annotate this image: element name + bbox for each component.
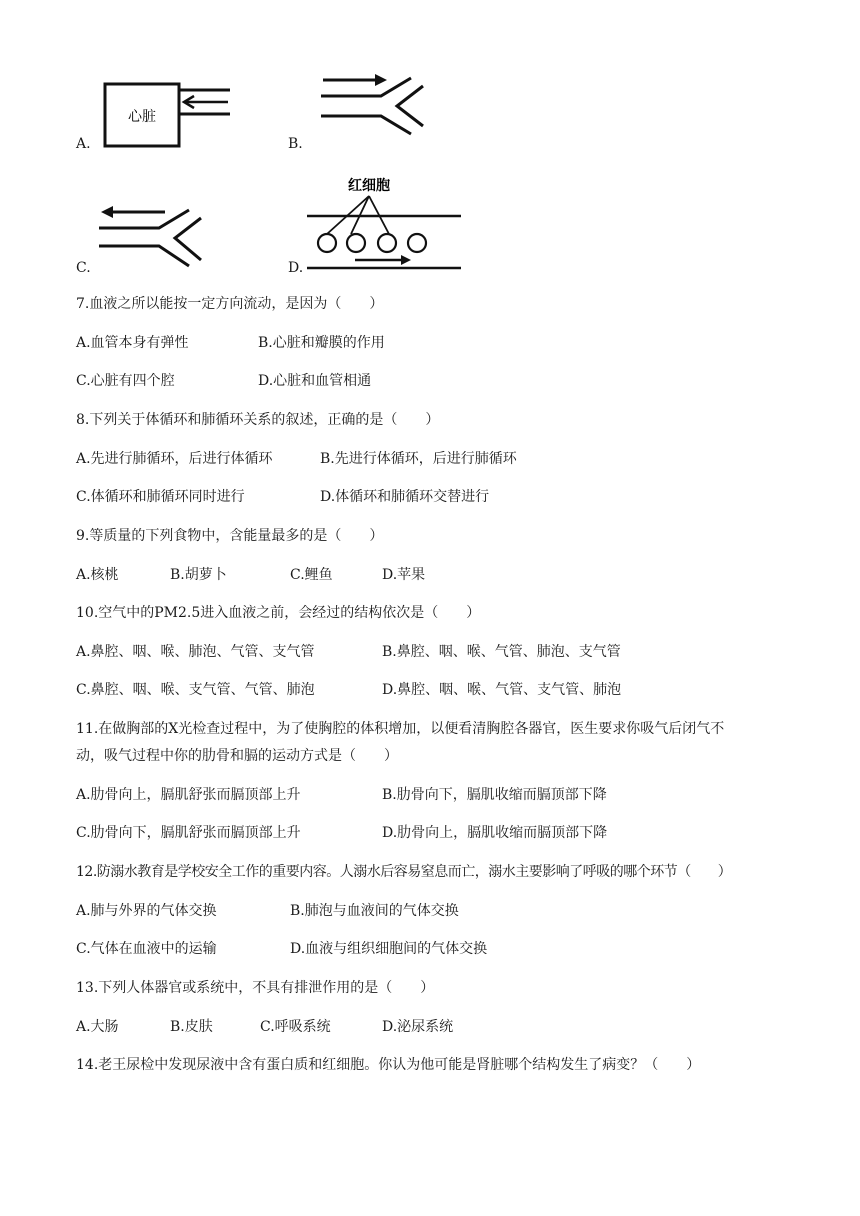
question-13-stem: 13.下列人体器官或系统中，不具有排泄作用的是（ ） [76,980,435,996]
q12-option-b: B.肺泡与血液间的气体交换 [290,903,459,919]
q12-option-d: D.血液与组织细胞间的气体交换 [290,941,488,957]
q13-option-d: D.泌尿系统 [382,1019,454,1035]
figure-b-option: B. [288,136,303,152]
q9-option-b: B.胡萝卜 [170,567,227,583]
q12-option-a: A.肺与外界的气体交换 [76,903,217,919]
question-8-stem: 8.下列关于体循环和肺循环关系的叙述，正确的是（ ） [76,412,440,428]
q10-option-d: D.鼻腔、咽、喉、气管、支气管、肺泡 [382,682,622,698]
q7-option-d: D.心脏和血管相通 [258,373,372,389]
q8-option-a: A.先进行肺循环，后进行体循环 [76,451,273,467]
figure-c-option: C. [76,260,91,276]
q13-option-b: B.皮肤 [170,1019,213,1035]
question-10-stem: 10.空气中的PM2.5进入血液之前，会经过的结构依次是（ ） [76,605,481,621]
question-9-stem: 9.等质量的下列食物中，含能量最多的是（ ） [76,528,384,544]
q11-option-a: A.肋骨向上，膈肌舒张而膈顶部上升 [76,787,301,803]
q13-option-a: A.大肠 [76,1019,119,1035]
q11-option-c: C.肋骨向下，膈肌舒张而膈顶部上升 [76,825,301,841]
figure-a-heart-diagram [100,78,235,150]
figure-d-label: 红细胞 [348,178,390,194]
q10-option-c: C.鼻腔、咽、喉、支气管、气管、肺泡 [76,682,315,698]
q8-option-d: D.体循环和肺循环交替进行 [320,489,490,505]
q13-option-c: C.呼吸系统 [260,1019,331,1035]
q8-option-c: C.体循环和肺循环同时进行 [76,489,245,505]
q11-option-b: B.肋骨向下，膈肌收缩而膈顶部下降 [382,787,607,803]
q7-option-a: A.血管本身有弹性 [76,335,189,351]
q10-option-b: B.鼻腔、咽、喉、气管、肺泡、支气管 [382,644,621,660]
q7-option-b: B.心脏和瓣膜的作用 [258,335,385,351]
figure-a-option: A. [76,136,91,152]
q12-option-c: C.气体在血液中的运输 [76,941,217,957]
figure-d-option: D. [288,260,304,276]
figure-b-vessel-diagram [315,70,445,150]
question-11-stem-continued: 动，吸气过程中你的肋骨和膈的运动方式是（ ） [76,748,398,764]
q10-option-a: A.鼻腔、咽、喉、肺泡、气管、支气管 [76,644,315,660]
q9-option-a: A.核桃 [76,567,119,583]
q9-option-d: D.苹果 [382,567,426,583]
question-14-stem: 14.老王尿检中发现尿液中含有蛋白质和红细胞。你认为他可能是肾脏哪个结构发生了病变？（ ） [76,1057,701,1073]
question-12-stem: 12.防溺水教育是学校安全工作的重要内容。人溺水后容易窒息而亡，溺水主要影响了呼吸的哪个环节（ ） [76,864,732,880]
q8-option-b: B.先进行体循环，后进行肺循环 [320,451,517,467]
question-7-stem: 7.血液之所以能按一定方向流动，是因为（ ） [76,296,384,312]
q11-option-d: D.肋骨向上，膈肌收缩而膈顶部下降 [382,825,608,841]
figure-c-vessel-diagram [95,198,225,278]
figure-d-capillary-diagram [305,172,465,276]
figure-a-box-text: 心脏 [128,109,156,125]
question-11-stem: 11.在做胸部的X光检查过程中，为了使胸腔的体积增加，以便看清胸腔各器官，医生要求你吸气后闭气不 [76,721,725,737]
q7-option-c: C.心脏有四个腔 [76,373,175,389]
q9-option-c: C.鲤鱼 [290,567,333,583]
